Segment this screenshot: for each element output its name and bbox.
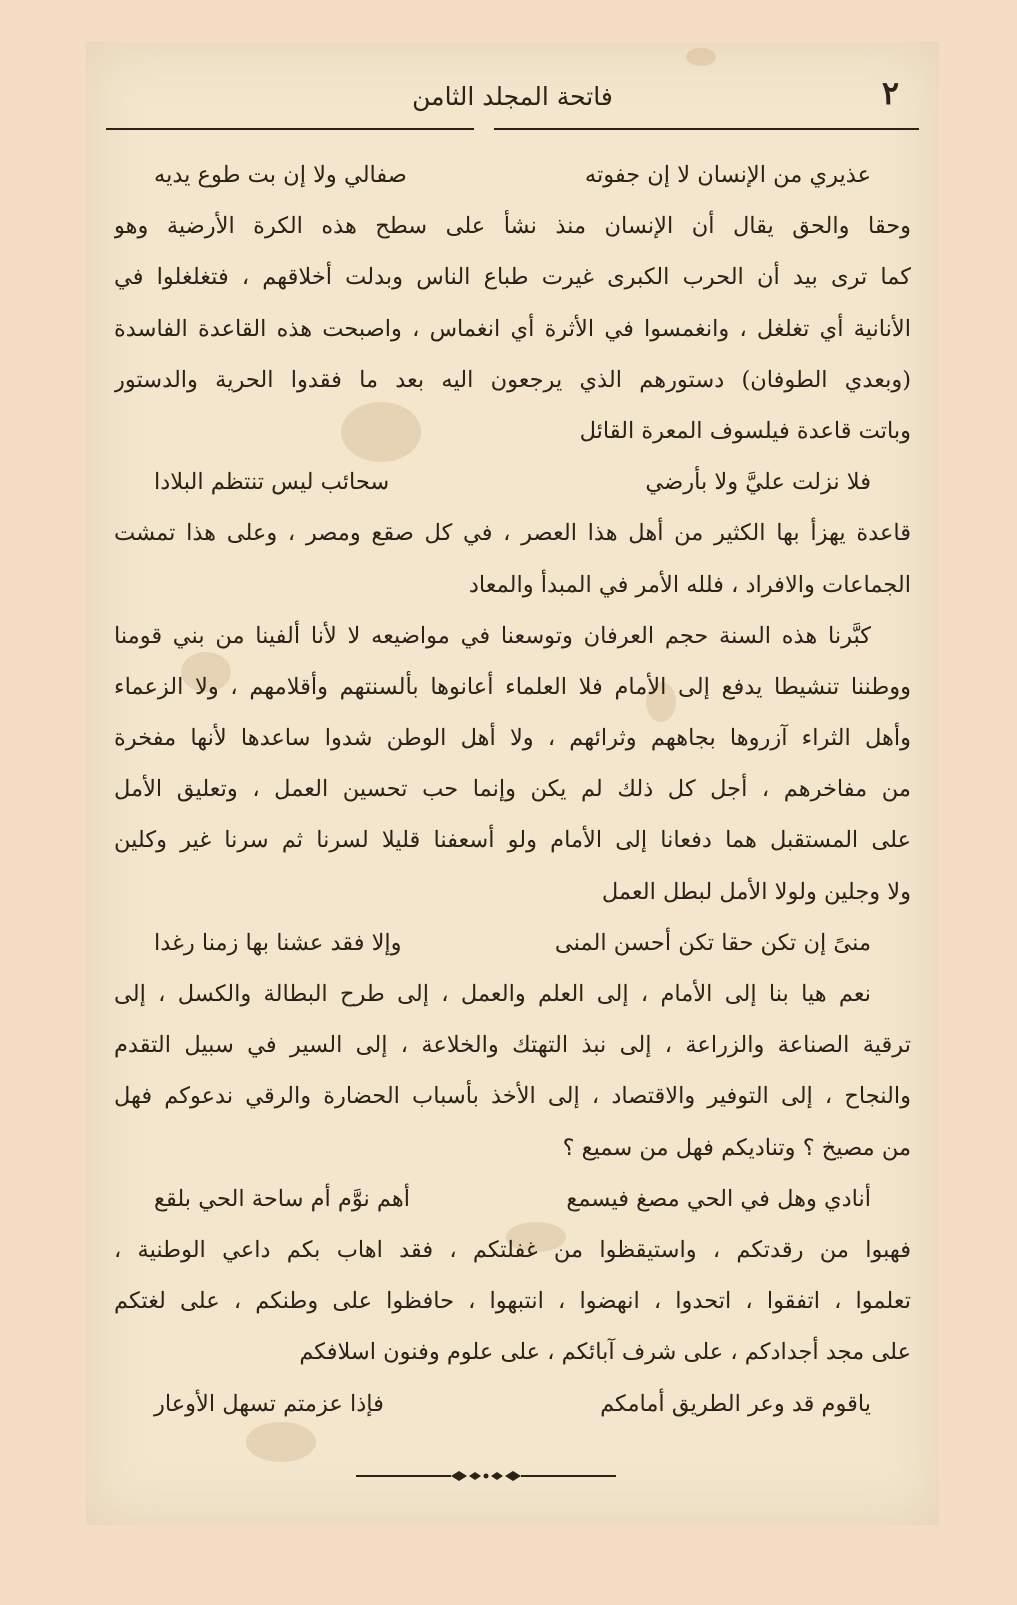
text-line: والنجاح ، إلى التوفير والاقتصاد ، إلى الأخذ بأسباب الحضارة والرقي ندعوكم فهل	[114, 1083, 911, 1110]
verse-hemistich-second: وإلا فقد عشنا بها زمنا رغدا	[154, 929, 402, 956]
header-rule	[106, 128, 919, 130]
text-line: وأهل الثراء آزروها بجاههم وثرائهم ، ولا أهل الوطن شدوا ساعدها لأنها مفخرة	[114, 725, 911, 752]
text-line: (وبعدي الطوفان) دستورهم الذي يرجعون اليه بعد ما فقدوا الحرية والدستور	[114, 366, 911, 393]
verse-2	[114, 457, 911, 508]
verse-hemistich-first: عذيري من الإنسان لا إن جفوته	[584, 162, 871, 188]
verse-1	[114, 150, 911, 201]
page-number: ٢	[881, 74, 899, 112]
verse-hemistich-second: فإذا عزمتم تسهل الأوعار	[154, 1390, 384, 1417]
text-line: ووطننا تنشيطا يدفع إلى الأمام فلا العلماء أعانوها بألسنتهم وأقلامهم ، ولا الزعماء	[114, 673, 911, 700]
verse-hemistich-second: أهم نوَّم أم ساحة الحي بلقع	[154, 1185, 410, 1212]
verse-hemistich-second: صفالي ولا إن بت طوع يديه	[154, 162, 407, 188]
running-title: فاتحة المجلد الثامن	[412, 82, 613, 111]
text-line: فهبوا من رقدتكم ، واستيقظوا من غفلتكم ، فقد اهاب بكم داعي الوطنية ،	[114, 1236, 911, 1263]
text-line: قاعدة يهزأ بها الكثير من أهل هذا العصر ، في كل صقع ومصر ، وعلى هذا تمشت	[114, 520, 911, 547]
text-line: تعلموا ، اتفقوا ، اتحدوا ، انهضوا ، انتبهوا ، حافظوا على وطنكم ، على لغتكم	[114, 1288, 911, 1315]
verse-4	[114, 1174, 911, 1225]
text-line: ترقية الصناعة والزراعة ، إلى نبذ التهتك والخلاعة ، إلى السير في سبيل التقدم	[114, 1032, 911, 1059]
verse-hemistich-second: سحائب ليس تنتظم البلادا	[154, 469, 390, 496]
ornamental-divider-icon	[356, 1469, 616, 1483]
verse-hemistich-first: فلا نزلت عليَّ ولا بأرضي	[645, 469, 871, 496]
text-line: كبَّرنا هذه السنة حجم العرفان وتوسعنا في مواضيعه لا لأنا ألفينا من بني قومنا	[114, 622, 871, 649]
text-line: من مصيخ ؟ وتناديكم فهل من سميع ؟	[562, 1134, 911, 1161]
page-header	[106, 70, 919, 130]
text-line: وباتت قاعدة فيلسوف المعرة القائل	[579, 417, 911, 444]
document-page	[86, 42, 939, 1525]
verse-3	[114, 918, 911, 969]
text-line: الجماعات والافراد ، فلله الأمر في المبدأ والمعاد	[468, 571, 911, 598]
verse-5	[114, 1379, 911, 1430]
text-line: كما ترى بيد أن الحرب الكبرى غيرت طباع الناس وبدلت أخلاقهم ، فتغلغلوا في	[114, 264, 911, 291]
text-line: الأنانية أي تغلغل ، وانغمسوا في الأثرة أي انغماس ، واصبحت هذه القاعدة الفاسدة	[114, 315, 911, 342]
text-line: من مفاخرهم ، أجل كل ذلك لم يكن وإنما حب تحسين العمل ، وتعليق الأمل	[114, 776, 911, 803]
verse-hemistich-first: أنادي وهل في الحي مصغ فيسمع	[566, 1185, 871, 1212]
text-line: نعم هيا بنا إلى الأمام ، إلى العلم والعمل ، إلى طرح البطالة والكسل ، إلى	[114, 981, 871, 1007]
text-line: على مجد أجدادكم ، على شرف آبائكم ، على علوم وفنون اسلافكم	[299, 1339, 911, 1366]
text-line: ولا وجلين ولولا الأمل لبطل العمل	[601, 878, 911, 905]
verse-hemistich-first: منىً إن تكن حقا تكن أحسن المنى	[554, 929, 871, 956]
text-line: وحقا والحق يقال أن الإنسان منذ نشأ على سطح هذه الكرة الأرضية وهو	[114, 213, 911, 240]
text-line: على المستقبل هما دفعانا إلى الأمام ولو أسعفنا قليلا لسرنا ثم سرنا غير وكلين	[114, 827, 911, 854]
article-body	[114, 150, 911, 1430]
verse-hemistich-first: ياقوم قد وعر الطريق أمامكم	[600, 1390, 871, 1417]
